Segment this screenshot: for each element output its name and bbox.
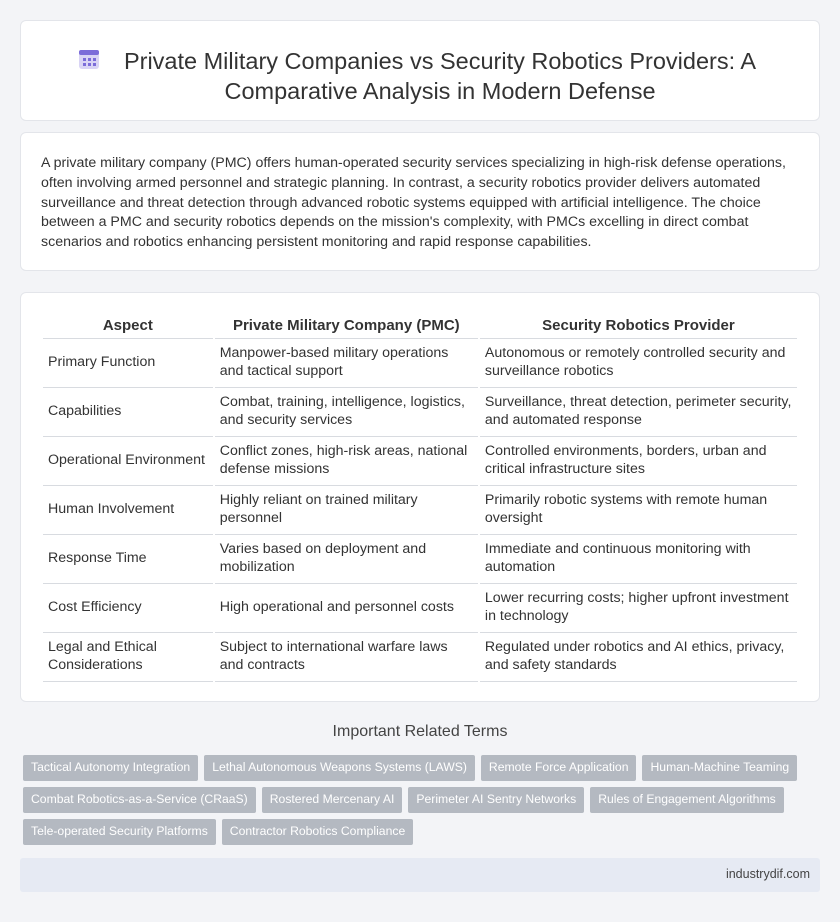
- table-row: [43, 535, 797, 584]
- table-row: [43, 339, 797, 388]
- term-tag[interactable]: Contractor Robotics Compliance: [222, 819, 413, 845]
- table-row: [43, 437, 797, 486]
- row-aspect: Response Time: [43, 535, 213, 584]
- row-robotics: Regulated under robotics and AI ethics, privacy, and safety standards: [480, 633, 797, 682]
- page-title: Private Military Companies vs Security Robotics Providers: A Comparative Analysis in Modern Defense: [123, 48, 757, 104]
- row-aspect: Human Involvement: [43, 486, 213, 535]
- term-tag[interactable]: Human-Machine Teaming: [642, 755, 797, 781]
- row-pmc: Subject to international warfare laws and contracts: [215, 633, 478, 682]
- term-tag[interactable]: Tactical Autonomy Integration: [23, 755, 198, 781]
- intro-paragraph: A private military company (PMC) offers human-operated security services specializing in high-risk defense operations, often involving armed personnel and strategic planning. In contrast, a security robotics provider delivers automated surveillance and threat detection through advanced robotic systems equipped with artificial intelligence. The choice between a PMC and security robotics depends on the mission's complexity, with PMCs excelling in direct combat scenarios and robotics enhancing persistent monitoring and rapid response capabilities.: [41, 155, 786, 251]
- related-terms-list: [23, 755, 803, 845]
- row-pmc: Conflict zones, high-risk areas, national defense missions: [215, 437, 478, 486]
- row-robotics: Primarily robotic systems with remote human oversight: [480, 486, 797, 535]
- header-robotics: Security Robotics Provider: [480, 313, 797, 339]
- row-aspect: Capabilities: [43, 388, 213, 437]
- table-row: [43, 633, 797, 682]
- intro-card: [20, 132, 820, 271]
- row-aspect: Primary Function: [43, 339, 213, 388]
- comparison-table: [41, 313, 799, 682]
- comparison-table-card: [20, 292, 820, 702]
- row-robotics: Lower recurring costs; higher upfront investment in technology: [480, 584, 797, 633]
- row-robotics: Immediate and continuous monitoring with automation: [480, 535, 797, 584]
- term-tag[interactable]: Lethal Autonomous Weapons Systems (LAWS): [204, 755, 475, 781]
- header-aspect: Aspect: [43, 313, 213, 339]
- term-tag[interactable]: Combat Robotics-as-a-Service (CRaaS): [23, 787, 256, 813]
- term-tag[interactable]: Perimeter AI Sentry Networks: [408, 787, 584, 813]
- term-tag[interactable]: Rules of Engagement Algorithms: [590, 787, 784, 813]
- term-tag[interactable]: Tele-operated Security Platforms: [23, 819, 216, 845]
- row-robotics: Controlled environments, borders, urban and critical infrastructure sites: [480, 437, 797, 486]
- row-aspect: Cost Efficiency: [43, 584, 213, 633]
- row-pmc: Manpower-based military operations and tactical support: [215, 339, 478, 388]
- header-pmc: Private Military Company (PMC): [215, 313, 478, 339]
- footer-site-link[interactable]: industrydif.com: [725, 867, 810, 881]
- row-aspect: Legal and Ethical Considerations: [43, 633, 213, 682]
- term-tag[interactable]: Rostered Mercenary AI: [262, 787, 403, 813]
- row-robotics: Surveillance, threat detection, perimeter security, and automated response: [480, 388, 797, 437]
- row-pmc: Varies based on deployment and mobilization: [215, 535, 478, 584]
- footer: [20, 858, 820, 892]
- row-pmc: Combat, training, intelligence, logistics, and security services: [215, 388, 478, 437]
- table-header-row: [43, 313, 797, 339]
- table-row: [43, 388, 797, 437]
- row-pmc: Highly reliant on trained military personnel: [215, 486, 478, 535]
- table-row: [43, 584, 797, 633]
- term-tag[interactable]: Remote Force Application: [481, 755, 637, 781]
- row-robotics: Autonomous or remotely controlled security and surveillance robotics: [480, 339, 797, 388]
- title-card: [20, 20, 820, 121]
- table-row: [43, 486, 797, 535]
- row-pmc: High operational and personnel costs: [215, 584, 478, 633]
- related-terms-heading: Important Related Terms: [332, 723, 508, 740]
- row-aspect: Operational Environment: [43, 437, 213, 486]
